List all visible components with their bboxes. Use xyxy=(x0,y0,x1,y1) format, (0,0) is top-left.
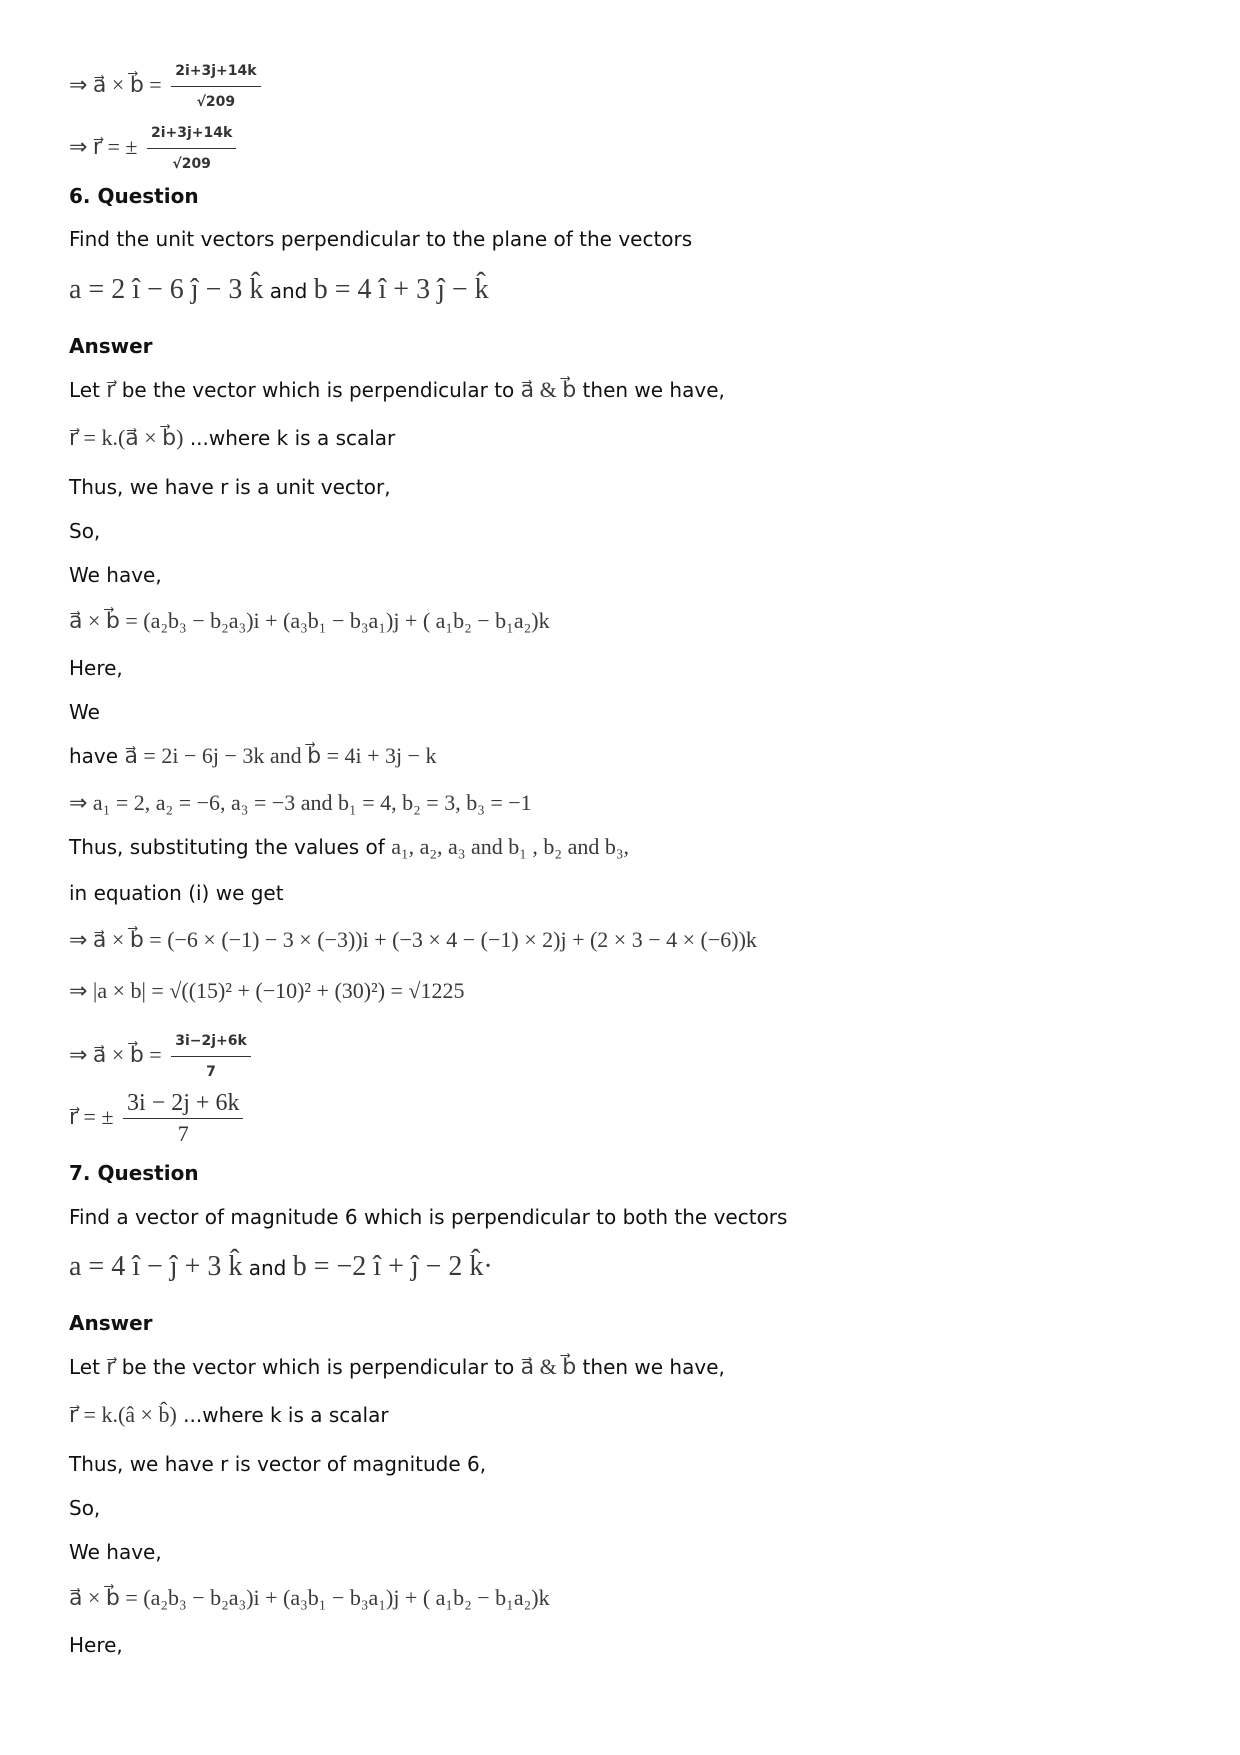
fraction-numerator: 2i+3j+14k xyxy=(147,120,236,149)
and-word: and xyxy=(263,279,314,303)
cross-product-formula: a⃗ × b⃗ = (a₂b₃ − b₂a₃)i + (a₃b₁ − b₃a₁)j + ( a₁b₂ − b₁a₂)k xyxy=(69,608,550,633)
question-7-text: Find a vector of magnitude 6 which is perpendicular to both the vectors xyxy=(69,1205,788,1229)
text: ...where k is a scalar xyxy=(176,1403,389,1427)
answer-7-heading: Answer xyxy=(69,1311,153,1335)
vector-a-equation: a = 4 î − ĵ + 3 k̂ xyxy=(69,1251,243,1282)
question-7-vectors xyxy=(69,1251,493,1282)
vectors-a-b: a⃗ & b⃗ xyxy=(520,377,577,402)
paragraph: We have, xyxy=(69,563,162,587)
paragraph: Thus, we have r is a unit vector, xyxy=(69,475,391,499)
text: Let xyxy=(69,378,107,402)
equation-text: ⇒ a⃗ × b⃗ = xyxy=(69,72,168,97)
equation-text: a₁, a₂, a₃ and b₁ , b₂ and b₃, xyxy=(391,834,630,859)
fraction-numerator: 3i−2j+6k xyxy=(171,1028,251,1057)
fraction xyxy=(171,58,260,115)
component-values-line: ⇒ a₁ = 2, a₂ = −6, a₃ = −3 and b₁ = 4, b₂ = 3, b₃ = −1 xyxy=(69,790,532,815)
cross-product-result-line xyxy=(69,58,261,115)
cross-product-result-6 xyxy=(69,1028,251,1085)
r-definition-7 xyxy=(69,1402,389,1428)
text: then we have, xyxy=(576,1355,725,1379)
equation-text: ⇒ a⃗ × b⃗ = xyxy=(69,1042,168,1067)
final-answer-6 xyxy=(69,1090,243,1147)
fraction xyxy=(147,120,236,177)
fraction-denominator: √209 xyxy=(196,94,236,110)
vector-r: r⃗ xyxy=(106,377,116,402)
fraction xyxy=(171,1028,251,1085)
equation-text: r⃗ = k.(â × b̂) xyxy=(69,1402,177,1427)
text: Let xyxy=(69,1355,107,1379)
text: Thus, substituting the values of xyxy=(69,835,392,859)
fraction-denominator: 7 xyxy=(177,1121,189,1146)
fraction-denominator: 7 xyxy=(206,1064,216,1080)
fraction-numerator: 2i+3j+14k xyxy=(171,58,260,87)
let-statement-7 xyxy=(69,1354,725,1380)
paragraph: We have, xyxy=(69,1540,162,1564)
text: ...where k is a scalar xyxy=(183,426,396,450)
cross-product-formula: a⃗ × b⃗ = (a₂b₃ − b₂a₃)i + (a₃b₁ − b₃a₁)j + ( a₁b₂ − b₁a₂)k xyxy=(69,1585,550,1610)
calculation-line: ⇒ a⃗ × b⃗ = (−6 × (−1) − 3 × (−3))i + (−3 × 4 − (−1) × 2)j + (2 × 3 − 4 × (−6))k xyxy=(69,927,757,952)
vector-a-equation: a = 2 î − 6 ĵ − 3 k̂ xyxy=(69,274,264,305)
magnitude-line: ⇒ |a × b| = √((15)² + (−10)² + (30)²) = √1225 xyxy=(69,978,465,1003)
vector-b-equation: b = 4 î + 3 ĵ − k̂ xyxy=(313,274,489,305)
paragraph: Here, xyxy=(69,1633,123,1657)
r-definition-6 xyxy=(69,425,395,451)
vector-values-line xyxy=(69,743,437,769)
equation-text: r⃗ = ± xyxy=(69,1104,120,1129)
paragraph: Thus, we have r is vector of magnitude 6, xyxy=(69,1452,487,1476)
equation-text: r⃗ = k.(a⃗ × b⃗) xyxy=(69,425,184,450)
paragraph: Here, xyxy=(69,656,123,680)
vectors-a-b: a⃗ & b⃗ xyxy=(520,1354,577,1379)
let-statement-6 xyxy=(69,377,725,403)
text: then we have, xyxy=(576,378,725,402)
paragraph: So, xyxy=(69,519,101,543)
text: have xyxy=(69,744,125,768)
fraction-numerator: 3i − 2j + 6k xyxy=(123,1090,243,1119)
paragraph: in equation (i) we get xyxy=(69,881,284,905)
and-word: and xyxy=(242,1256,293,1280)
answer-6-heading: Answer xyxy=(69,334,153,358)
question-7-heading: 7. Question xyxy=(69,1161,199,1185)
question-6-text: Find the unit vectors perpendicular to the plane of the vectors xyxy=(69,227,693,251)
fraction-denominator: √209 xyxy=(172,156,211,172)
fraction xyxy=(123,1090,243,1147)
question-6-vectors xyxy=(69,274,489,305)
text: be the vector which is perpendicular to xyxy=(115,1355,521,1379)
text: be the vector which is perpendicular to xyxy=(115,378,521,402)
paragraph: We xyxy=(69,700,100,724)
paragraph: So, xyxy=(69,1496,101,1520)
vector-b-equation: b = −2 î + ĵ − 2 k̂· xyxy=(292,1251,493,1282)
question-6-heading: 6. Question xyxy=(69,184,199,208)
equation-text: a⃗ = 2i − 6j − 3k and b⃗ = 4i + 3j − k xyxy=(124,743,437,768)
unit-vector-result-line xyxy=(69,120,236,177)
equation-text: ⇒ r⃗ = ± xyxy=(69,134,143,159)
vector-r: r⃗ xyxy=(106,1354,116,1379)
substitution-line xyxy=(69,834,629,860)
